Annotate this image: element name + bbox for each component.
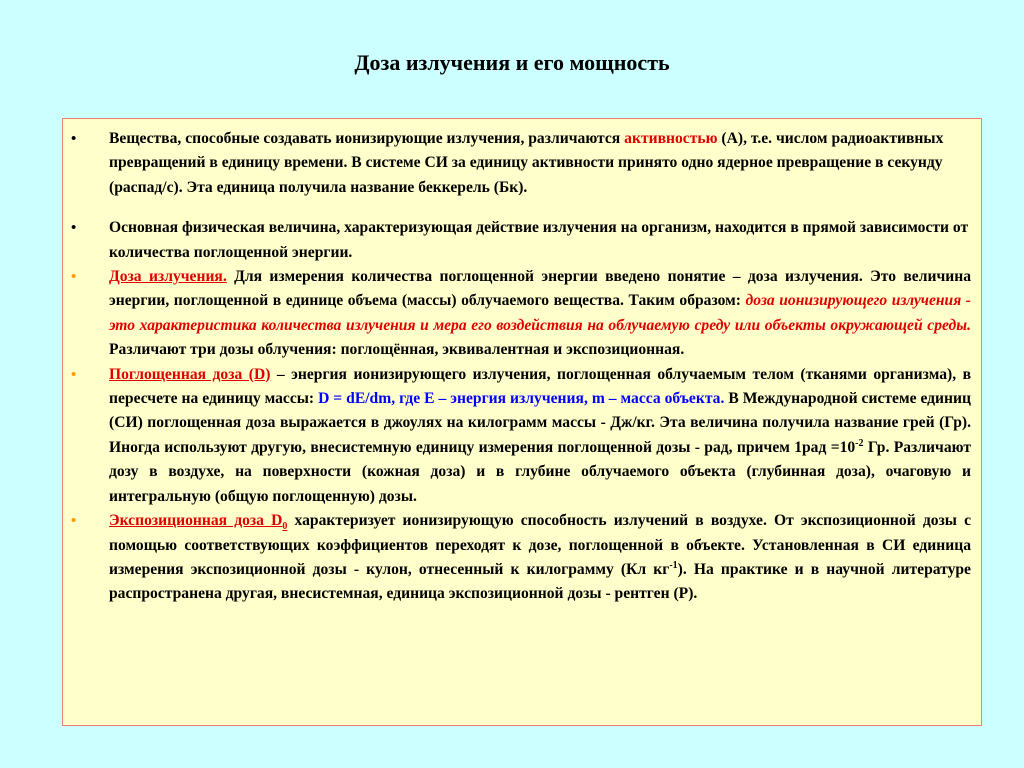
radiation-dose-term: Доза излучения. (109, 268, 227, 286)
radiation-dose-text-d: Различают три дозы облучения: поглощённая, эквивалентная и экспозиционная. (109, 341, 685, 359)
bullet-exposure-dose (63, 509, 983, 607)
bullet-activity (63, 127, 983, 200)
bullet-radiation-dose (63, 265, 983, 363)
exposure-dose-exponent: -1 (669, 559, 678, 571)
radiation-dose-definition: доза ионизирующего излучения - это характеристика количества излучения и мера его воздействия на облучаемую среду или объекты окружающей среды. (109, 292, 971, 334)
absorbed-dose-text-d: В Международной системе единиц (СИ) поглощенная доза выражается в джоулях на килограмм массы - Дж/кг. Эта величина получила название грей (Гр). Иногда используют другую, внесистемную единицу измерения поглощенной дозы - рад, причем 1рад =10 (109, 390, 971, 456)
bullet-main-quantity (63, 216, 983, 265)
activity-text-a: Вещества, способные создавать ионизирующие излучения, различаются (109, 130, 625, 147)
bullet-dot-icon: • (71, 131, 77, 147)
absorbed-dose-text-f: Гр. Различают дозу в воздухе, на поверхности (кожная доза) и в глубине облучаемого объекта (глубинная доза), очаговую и интегральную (общую поглощенную) дозы. (109, 438, 971, 505)
content-box (62, 118, 982, 726)
absorbed-dose-text-b: – энергия ионизирующего излучения, поглощенная облучаемым телом (тканями организма), в пересчете на единицу массы: (109, 365, 971, 408)
absorbed-dose-term: Поглощенная доза (D) (109, 365, 271, 383)
bullet-list (63, 127, 983, 607)
exposure-dose-term: Экспозиционная доза D (109, 512, 283, 530)
bullet-dot-icon: • (71, 366, 77, 383)
absorbed-dose-formula: D = dE/dm, где Е – энергия излучения, m – масса объекта. (318, 390, 725, 408)
activity-text-c: (А), т.е. числом радиоактивных превращений в единицу времени. В системе СИ за единицу активности принято одно ядерное превращение в секунду (распад/с). Эта единица получила название беккерель (Бк). (109, 130, 944, 196)
exposure-dose-text-e: ). На практике и в научной литературе распространена другая, внесистемная, единица экспозиционной дозы - рентген (Р). (109, 560, 971, 603)
activity-term: активностью (624, 130, 718, 147)
main-quantity-text: Основная физическая величина, характеризующая действие излучения на организм, находится в прямой зависимости от количества поглощенной энергии. (109, 219, 969, 261)
bullet-dot-icon: • (71, 269, 77, 286)
bullet-dot-icon: • (71, 513, 77, 530)
slide-title: Доза излучения и его мощность (354, 50, 670, 75)
exposure-dose-subscript: 0 (282, 521, 288, 533)
bullet-dot-icon: • (71, 220, 77, 237)
exposure-dose-text-c: характеризует ионизирующую способность излучений в воздухе. От экспозиционной дозы с помощью соответствующих коэффициентов переходят к дозе, поглощенной в объекте. Установленная в СИ единица измерения экспозиционной дозы - кулон, отнесенный к килограмму (Кл кг (109, 512, 972, 578)
bullet-absorbed-dose (63, 363, 983, 509)
radiation-dose-text-b: Для измерения количества поглощенной энергии введено понятие – доза излучения. Это величина энергии, поглощенной в единице объема (массы) облучаемого вещества. Таким образом: (109, 268, 972, 310)
absorbed-dose-exponent: -2 (855, 437, 864, 449)
